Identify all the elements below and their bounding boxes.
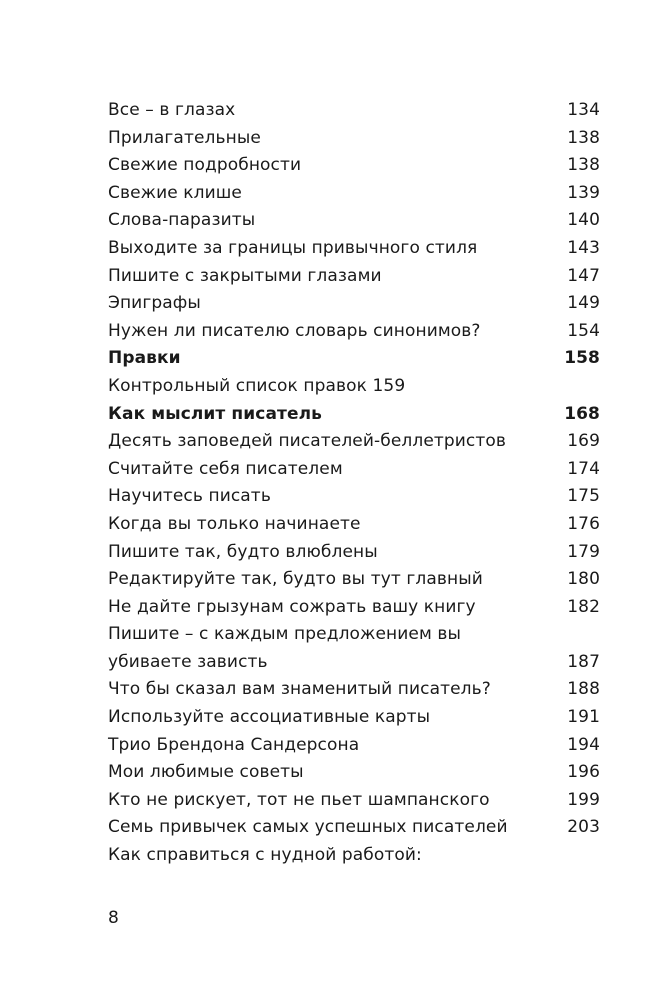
toc-entry-title: Нужен ли писателю словарь синонимов? [108, 320, 481, 341]
toc-entry[interactable] [108, 428, 600, 456]
toc-entry[interactable] [108, 483, 600, 511]
toc-entry-title: Семь привычек самых успешных писателей [108, 817, 508, 838]
toc-entry[interactable] [108, 456, 600, 484]
toc-entry[interactable] [108, 152, 600, 180]
toc-entry[interactable] [108, 621, 600, 676]
toc-entry-title: Как мыслит писатель [108, 403, 322, 424]
toc-entry-page: 134 [567, 100, 600, 120]
toc-entry[interactable] [108, 511, 600, 539]
table-of-contents [108, 97, 600, 870]
toc-entry-title: Контрольный список правок 159 [108, 375, 406, 396]
toc-entry-title: Используйте ассоциативные карты [108, 707, 431, 728]
toc-entry-page: 180 [567, 569, 600, 590]
toc-entry-title: Слова-паразиты [108, 210, 256, 231]
toc-entry-title: Пишите – с каждым предложением вы убиваете зависть [108, 624, 462, 672]
toc-entry[interactable] [108, 759, 600, 787]
toc-entry[interactable] [108, 732, 600, 760]
toc-entry-title: Эпиграфы [108, 293, 201, 314]
toc-entry-title: Выходите за границы привычного стиля [108, 237, 478, 258]
toc-entry-page: 154 [567, 320, 600, 341]
toc-entry-page: 188 [567, 679, 600, 700]
toc-entry-page: 182 [567, 596, 600, 617]
toc-entry-title: Пишите так, будто влюблены [108, 541, 378, 562]
toc-entry-title: Правки [108, 348, 181, 369]
toc-entry[interactable] [108, 318, 600, 346]
toc-entry-page: 191 [567, 707, 600, 728]
toc-entry[interactable] [108, 676, 600, 704]
toc-entry-page: 203 [567, 817, 600, 838]
toc-entry-page: 168 [564, 403, 600, 424]
toc-entry-page: 176 [567, 513, 600, 534]
toc-entry-page: 199 [567, 789, 600, 810]
toc-entry-title: Трио Брендона Сандерсона [108, 734, 360, 755]
toc-entry[interactable] [108, 704, 600, 732]
toc-entry-title: Редактируйте так, будто вы тут главный [108, 569, 483, 590]
toc-entry-page: 140 [567, 210, 600, 231]
toc-entry-page: 139 [567, 182, 600, 203]
toc-entry-page: 169 [567, 431, 600, 452]
toc-entry-page: 194 [567, 734, 600, 755]
toc-entry[interactable] [108, 814, 600, 842]
toc-entry-title: Все – в глазах [108, 100, 236, 120]
toc-entry-title: Свежие клише [108, 182, 242, 203]
toc-entry-page: 138 [567, 155, 600, 176]
toc-entry-title: Кто не рискует, тот не пьет шампанского [108, 789, 490, 810]
toc-entry-title: Считайте себя писателем [108, 458, 343, 479]
toc-entry-page: 179 [567, 541, 600, 562]
toc-entry-page: 149 [567, 293, 600, 314]
toc-entry-page: 158 [564, 348, 600, 369]
page-number: 8 [108, 908, 119, 928]
toc-entry[interactable] [108, 787, 600, 815]
toc-entry-title: Что бы сказал вам знаменитый писатель? [108, 679, 491, 700]
toc-section-heading[interactable] [108, 401, 600, 429]
toc-entry-title: Как справиться с нудной работой: [108, 845, 422, 866]
toc-entry[interactable] [108, 207, 600, 235]
toc-entry-page: 175 [567, 486, 600, 507]
toc-entry-page: 143 [567, 237, 600, 258]
toc-entry-title: Прилагательные [108, 127, 261, 148]
toc-entry[interactable] [108, 842, 600, 870]
toc-entry[interactable] [108, 290, 600, 318]
toc-entry[interactable] [108, 566, 600, 594]
toc-entry[interactable] [108, 97, 600, 125]
toc-entry-page: 187 [567, 651, 600, 672]
toc-entry-title: Научитесь писать [108, 486, 271, 507]
toc-section-heading[interactable] [108, 345, 600, 373]
toc-entry-title: Пишите с закрытыми глазами [108, 265, 382, 286]
toc-entry-title: Мои любимые советы [108, 762, 304, 783]
toc-entry-page: 147 [567, 265, 600, 286]
toc-entry-title: Свежие подробности [108, 155, 302, 176]
toc-entry-title: Когда вы только начинаете [108, 513, 361, 534]
toc-entry[interactable] [108, 235, 600, 263]
toc-entry[interactable] [108, 373, 600, 401]
toc-entry[interactable] [108, 180, 600, 208]
toc-entry[interactable] [108, 594, 600, 622]
toc-entry-title: Не дайте грызунам сожрать вашу книгу [108, 596, 476, 617]
toc-entry-page: 196 [567, 762, 600, 783]
toc-entry[interactable] [108, 263, 600, 291]
toc-entry[interactable] [108, 125, 600, 153]
toc-entry-page: 138 [567, 127, 600, 148]
toc-entry-page: 174 [567, 458, 600, 479]
toc-entry-title: Десять заповедей писателей-беллетристов [108, 431, 506, 452]
toc-entry[interactable] [108, 539, 600, 567]
